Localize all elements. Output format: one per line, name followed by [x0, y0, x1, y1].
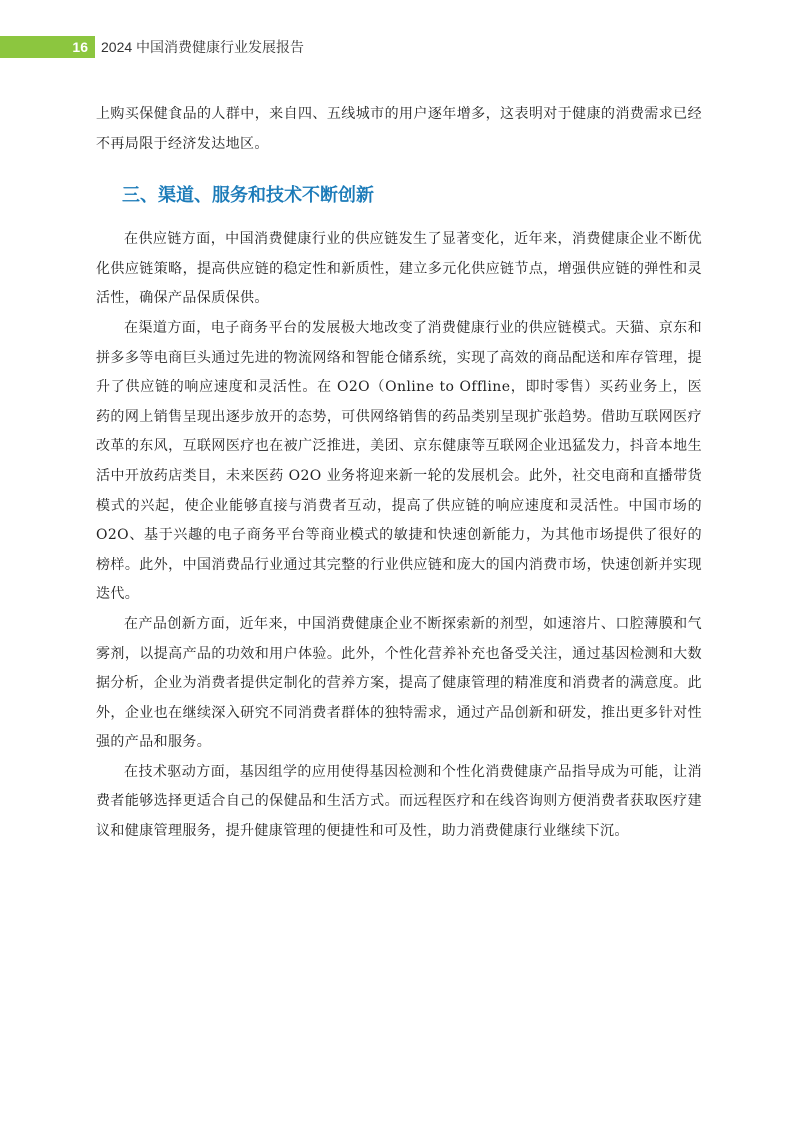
- body-content: [96, 100, 702, 847]
- paragraph-channels: 在渠道方面，电子商务平台的发展极大地改变了消费健康行业的供应链模式。天猫、京东和拼多多等电商巨头通过先进的物流网络和智能仓储系统，实现了高效的商品配送和库存管理，提升了供应链的响应速度和灵活性。在 O2O（Online to Offline，即时零售）买药业务上，医药的网上销售呈现出逐步放开的态势，可供网络销售的药品类别呈现扩张趋势。借助互联网医疗改革的东风，互联网医疗也在被广泛推进，美团、京东健康等互联网企业迅猛发力，抖音本地生活中开放药店类目，未来医药 O2O 业务将迎来新一轮的发展机会。此外，社交电商和直播带货模式的兴起，使企业能够直接与消费者互动，提高了供应链的响应速度和灵活性。中国市场的 O2O、基于兴趣的电子商务平台等商业模式的敏捷和快速创新能力，为其他市场提供了很好的榜样。此外，中国消费品行业通过其完整的行业供应链和庞大的国内消费市场，快速创新并实现迭代。: [96, 319, 702, 603]
- page-header: [0, 36, 793, 58]
- page-number: 16: [72, 39, 88, 55]
- paragraph-supply-chain: 在供应链方面，中国消费健康行业的供应链发生了显著变化，近年来，消费健康企业不断优化供应链策略，提高供应链的稳定性和新质性，建立多元化供应链节点，增强供应链的弹性和灵活性，确保产品保质保供。: [96, 231, 702, 307]
- continued-paragraph: 上购买保健食品的人群中，来自四、五线城市的用户逐年增多，这表明对于健康的消费需求已经不再局限于经济发达地区。: [96, 106, 702, 152]
- report-title: 2024 中国消费健康行业发展报告: [101, 39, 305, 55]
- section-heading: 三、渠道、服务和技术不断创新: [122, 185, 374, 206]
- paragraph-product-innovation: 在产品创新方面，近年来，中国消费健康企业不断探索新的剂型，如速溶片、口腔薄膜和气雾剂，以提高产品的功效和用户体验。此外，个性化营养补充也备受关注，通过基因检测和大数据分析，企业为消费者提供定制化的营养方案，提高了健康管理的精准度和消费者的满意度。此外，企业也在继续深入研究不同消费者群体的独特需求，通过产品创新和研发，推出更多针对性强的产品和服务。: [96, 615, 702, 751]
- paragraph-technology: 在技术驱动方面，基因组学的应用使得基因检测和个性化消费健康产品指导成为可能，让消费者能够选择更适合自己的保健品和生活方式。而远程医疗和在线咨询则方便消费者获取医疗建议和健康管理服务，提升健康管理的便捷性和可及性，助力消费健康行业继续下沉。: [96, 763, 702, 840]
